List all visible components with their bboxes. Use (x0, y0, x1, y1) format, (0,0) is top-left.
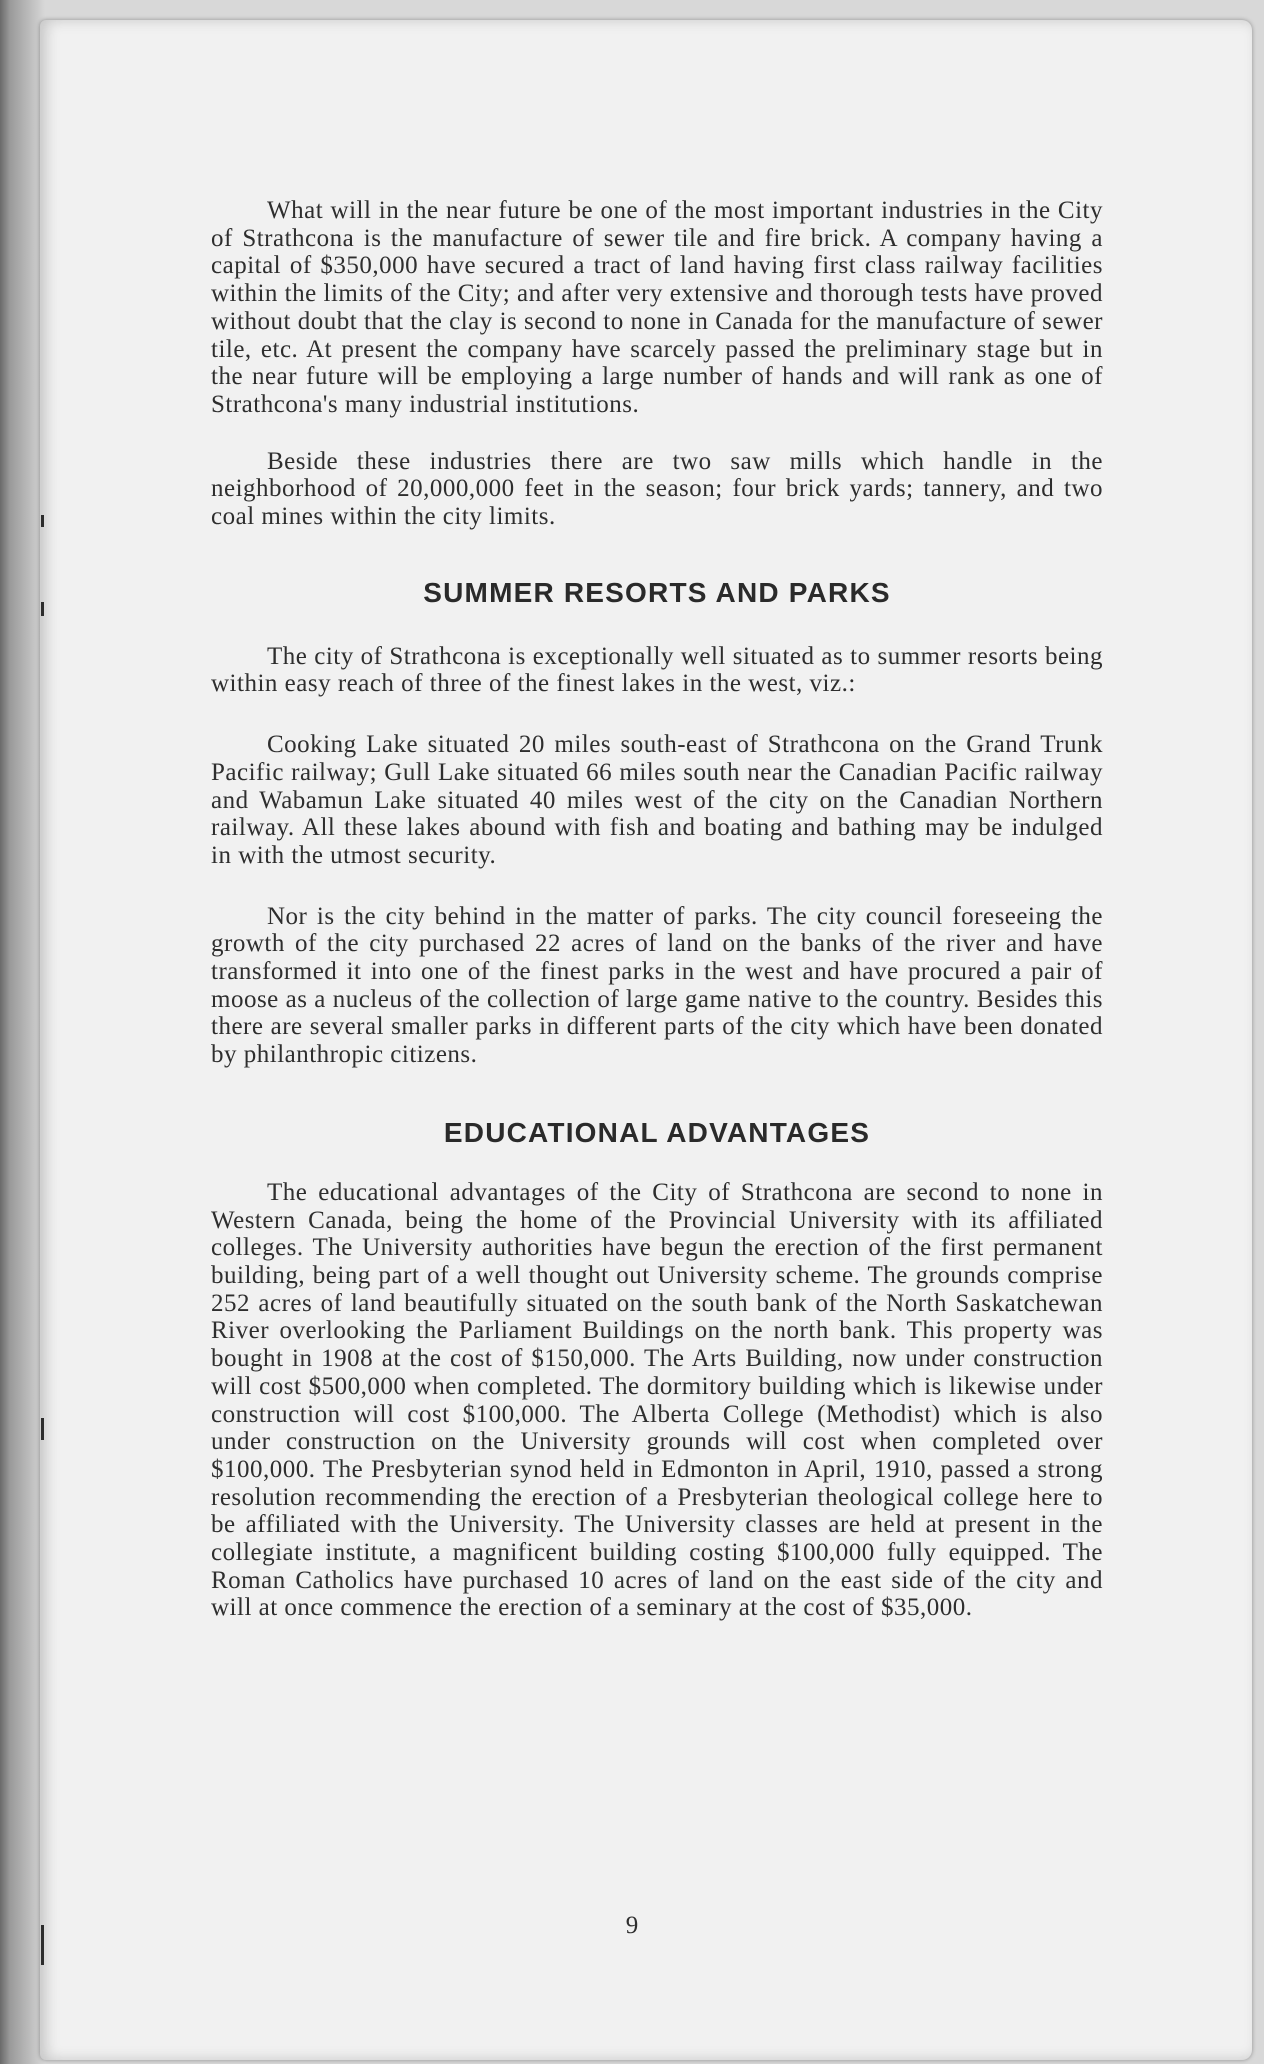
binding-mark (41, 515, 44, 527)
paragraph-industries: Beside these industries there are two saw mills which handle in the neighborhood of 20,000,000 feet in the season; four brick yards; tannery, and two coal mines within the city limits. (211, 447, 1103, 531)
paragraph-lakes: Cooking Lake situated 20 miles south-east of Strathcona on the Grand Trunk Pacific railway; Gull Lake situated 66 miles south near the Canadian Pacific railway and Wabamun Lake situated 40 miles west of the city on the Canadian Northern railway. All these lakes abound with fish and boating and bathing may be indulged in with the utmost security. (211, 731, 1103, 869)
heading-summer-resorts: SUMMER RESORTS AND PARKS (423, 576, 891, 608)
paragraph-parks: Nor is the city behind in the matter of parks. The city council foreseeing the growth of the city purchased 22 acres of land on the banks of the river and have transformed it into one of the finest parks in the west and have procured a pair of moose as a nucleus of the collection of large game native to the country. Besides this there are several smaller parks in different parts of the city which have been donated by philanthropic citizens. (211, 902, 1103, 1069)
document-body (211, 197, 1103, 1622)
binding-mark (41, 602, 44, 616)
binding-mark (41, 1418, 44, 1440)
page-number: 9 (625, 1912, 639, 1939)
paragraph-summer-resorts: The city of Strathcona is exceptionally well situated as to summer resorts being within easy reach of three of the finest lakes in the west, viz.: (211, 642, 1103, 698)
paragraph-education: The educational advantages of the City of Strathcona are second to none in Western Canada, being the home of the Provincial University with its affiliated colleges. The University authorities have begun the erection of the first permanent building, being part of a well thought out University scheme. The grounds comprise 252 acres of land beautifully situated on the south bank of the North Saskatchewan River overlooking the Parliament Buildings on the north bank. This property was bought in 1908 at the cost of $150,000. The Arts Building, now under construction will cost $500,000 when completed. The dormitory building which is likewise under construction will cost $100,000. The Alberta College (Methodist) which is also under construction on the University grounds will cost when completed over $100,000. The Presbyterian synod held in Edmonton in April, 1910, passed a strong resolution recommending the erection of a Presbyterian theological college here to be affiliated with the University. The University classes are held at present in the collegiate institute, a magnificent building costing $100,000 fully equipped. The Roman Catholics have purchased 10 acres of land on the east side of the city and will at once commence the erection of a seminary at the cost of $35,000. (211, 1178, 1103, 1622)
heading-educational-advantages: EDUCATIONAL ADVANTAGES (443, 1116, 871, 1148)
paragraph-sewer-tile: What will in the near future be one of the most important industries in the City of Strathcona is the manufacture of sewer tile and fire brick. A company having a capital of $350,000 have secured a tract of land having first class railway facilities within the limits of the City; and after very extensive and thorough tests have proved without doubt that the clay is second to none in Canada for the manufacture of sewer tile, etc. At present the company have scarcely passed the preliminary stage but in the near future will be employing a large number of hands and will rank as one of Strathcona's many industrial institutions. (211, 197, 1103, 418)
